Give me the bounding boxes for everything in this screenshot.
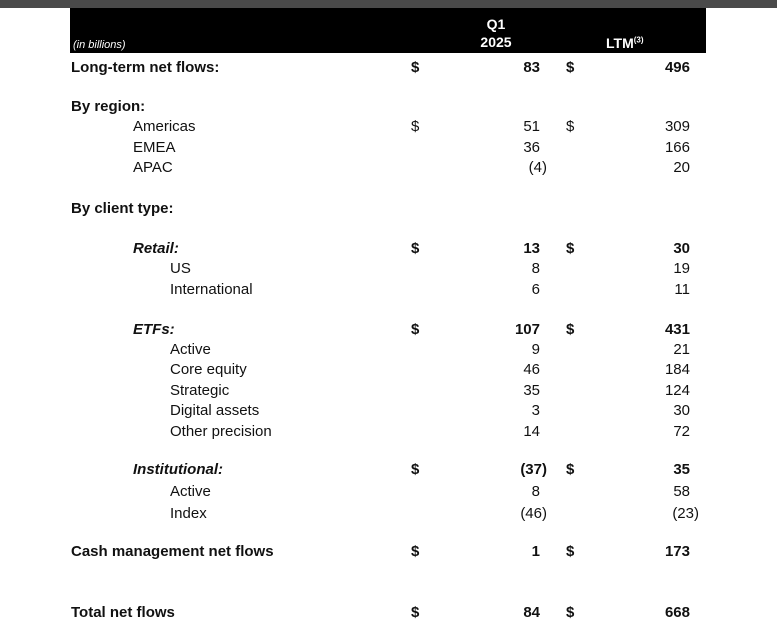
ltm-value: 184 bbox=[664, 361, 690, 378]
top-border bbox=[0, 0, 777, 8]
row-label: International bbox=[170, 281, 253, 298]
q1-value: 9 bbox=[531, 341, 540, 358]
ltm-footnote: (3) bbox=[633, 35, 644, 45]
currency-symbol: $ bbox=[566, 543, 575, 560]
table-row-institutional-index bbox=[0, 505, 777, 525]
section-heading-by-region bbox=[0, 98, 777, 118]
table-row-etfs-core-equity bbox=[0, 361, 777, 381]
currency-symbol: $ bbox=[566, 604, 575, 621]
row-label: Active bbox=[170, 341, 211, 358]
table-row-institutional bbox=[0, 461, 777, 481]
row-label: Institutional: bbox=[133, 461, 223, 478]
table-row-retail-international bbox=[0, 281, 777, 301]
column-header-ltm bbox=[606, 35, 644, 51]
q1-value: 84 bbox=[523, 604, 540, 621]
currency-symbol: $ bbox=[411, 240, 420, 257]
ltm-value: 124 bbox=[664, 382, 690, 399]
ltm-value: 496 bbox=[664, 59, 690, 76]
currency-symbol: $ bbox=[411, 118, 420, 135]
q1-value: 14 bbox=[523, 423, 540, 440]
currency-symbol: $ bbox=[566, 118, 575, 135]
ltm-value: 72 bbox=[673, 423, 690, 440]
table-row-retail-us bbox=[0, 260, 777, 280]
ltm-value: 20 bbox=[673, 159, 690, 176]
row-label: Long-term net flows: bbox=[71, 59, 220, 76]
column-header-2025: 2025 bbox=[480, 34, 512, 50]
q1-value: 46 bbox=[523, 361, 540, 378]
row-label: Active bbox=[170, 483, 211, 500]
q1-value: 6 bbox=[531, 281, 540, 298]
row-label: ETFs: bbox=[133, 321, 175, 338]
q1-value: 13 bbox=[523, 240, 540, 257]
ltm-value: 166 bbox=[664, 139, 690, 156]
ltm-label: LTM bbox=[606, 35, 634, 51]
row-label: Strategic bbox=[170, 382, 230, 399]
column-header-q1: Q1 bbox=[486, 16, 506, 32]
currency-symbol: $ bbox=[566, 240, 575, 257]
table-row-etfs-active bbox=[0, 341, 777, 361]
q1-value: 83 bbox=[523, 59, 540, 76]
table-row-etfs-strategic bbox=[0, 382, 777, 402]
table-row-etfs-digital-assets bbox=[0, 402, 777, 422]
ltm-value: (23) bbox=[672, 505, 699, 522]
row-label: Americas bbox=[133, 118, 196, 135]
row-label: Retail: bbox=[133, 240, 179, 257]
column-header-q1-2025 bbox=[466, 15, 526, 51]
ltm-value: 431 bbox=[664, 321, 690, 338]
table-row-institutional-active bbox=[0, 483, 777, 503]
table-row-etfs-other-precision bbox=[0, 423, 777, 443]
table-row-emea bbox=[0, 139, 777, 159]
row-label: Index bbox=[170, 505, 207, 522]
row-label: Total net flows bbox=[71, 604, 175, 621]
row-label: US bbox=[170, 260, 191, 277]
table-row-apac bbox=[0, 159, 777, 179]
currency-symbol: $ bbox=[411, 604, 420, 621]
table-row-retail bbox=[0, 240, 777, 260]
table-row-long-term-net-flows bbox=[0, 59, 777, 79]
table-row-total-net-flows bbox=[0, 604, 777, 624]
row-label: Other precision bbox=[170, 423, 272, 440]
table-row-americas bbox=[0, 118, 777, 138]
table-row-cash-management-net-flows bbox=[0, 543, 777, 563]
row-label: Cash management net flows bbox=[71, 543, 274, 560]
ltm-value: 11 bbox=[674, 281, 690, 298]
row-label: EMEA bbox=[133, 139, 176, 156]
ltm-value: 173 bbox=[664, 543, 690, 560]
q1-value: 35 bbox=[523, 382, 540, 399]
section-heading-by-client-type bbox=[0, 200, 777, 220]
ltm-value: 35 bbox=[673, 461, 690, 478]
unit-label: (in billions) bbox=[73, 39, 126, 51]
q1-value: 1 bbox=[531, 543, 540, 560]
currency-symbol: $ bbox=[411, 321, 420, 338]
q1-value: (4) bbox=[528, 159, 547, 176]
currency-symbol: $ bbox=[411, 543, 420, 560]
q1-value: 51 bbox=[523, 118, 540, 135]
ltm-value: 58 bbox=[673, 483, 690, 500]
table-row-etfs bbox=[0, 321, 777, 341]
table-header bbox=[70, 8, 706, 53]
row-label: Digital assets bbox=[170, 402, 260, 419]
currency-symbol: $ bbox=[566, 59, 575, 76]
currency-symbol: $ bbox=[566, 461, 575, 478]
ltm-value: 21 bbox=[673, 341, 690, 358]
q1-value: (46) bbox=[520, 505, 547, 522]
q1-value: 8 bbox=[531, 483, 540, 500]
q1-value: 36 bbox=[523, 139, 540, 156]
ltm-value: 19 bbox=[673, 260, 690, 277]
currency-symbol: $ bbox=[566, 321, 575, 338]
ltm-value: 30 bbox=[673, 402, 690, 419]
row-label: Core equity bbox=[170, 361, 247, 378]
ltm-value: 30 bbox=[673, 240, 690, 257]
row-label: By client type: bbox=[71, 200, 174, 217]
currency-symbol: $ bbox=[411, 461, 420, 478]
q1-value: (37) bbox=[520, 461, 547, 478]
row-label: By region: bbox=[71, 98, 146, 115]
ltm-value: 668 bbox=[664, 604, 690, 621]
q1-value: 3 bbox=[531, 402, 540, 419]
q1-value: 8 bbox=[531, 260, 540, 277]
ltm-value: 309 bbox=[664, 118, 690, 135]
currency-symbol: $ bbox=[411, 59, 420, 76]
q1-value: 107 bbox=[514, 321, 540, 338]
row-label: APAC bbox=[133, 159, 173, 176]
